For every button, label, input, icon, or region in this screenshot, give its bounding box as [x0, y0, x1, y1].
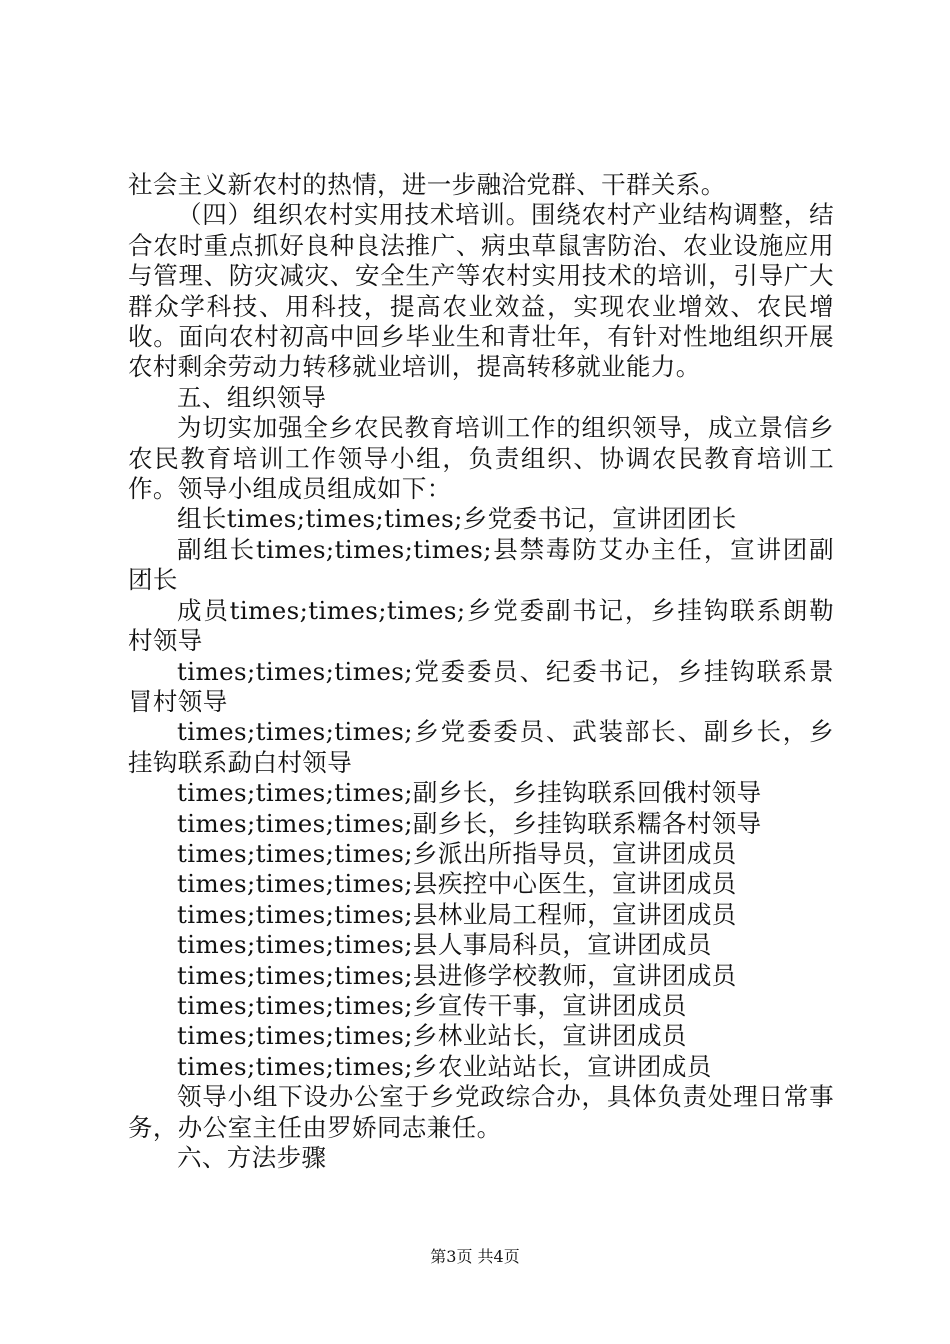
- member-line: times;times;times;县人事局科员，宣讲团成员: [177, 930, 712, 960]
- paragraph: 社会主义新农村的热情，进一步融洽党群、干群关系。: [128, 170, 726, 199]
- document-body: [128, 170, 834, 1173]
- member-line: times;times;times;县林业局工程师，宣讲团成员: [177, 899, 737, 929]
- section-heading: 六、方法步骤: [177, 1143, 327, 1172]
- member-line: times;times;times;县疾控中心医生，宣讲团成员: [177, 869, 737, 899]
- paragraph: 为切实加强全乡农民教育培训工作的组织领导，成立景信乡农民教育培训工作领导小组，负责组织、协调农民教育培训工作。领导小组成员组成如下：: [128, 413, 834, 504]
- member-line: 组长times;times;times;乡党委书记，宣讲团团长: [177, 504, 737, 534]
- member-line: times;times;times;党委委员、纪委书记，乡挂钩联系景冒村领导: [128, 656, 834, 716]
- member-line: 成员times;times;times;乡党委副书记，乡挂钩联系朗勒村领导: [128, 595, 834, 656]
- paragraph: （四）组织农村实用技术培训。围绕农村产业结构调整，结合农时重点抓好良种良法推广、病虫草鼠害防治、农业设施应用与管理、防灾减灾、安全生产等农村实用技术的培训，引导广大群众学科技、用科技，提高农业效益，实现农业增效、农民增收。面向农村初高中回乡毕业生和青壮年，有针对性地组织开展农村剩余劳动力转移就业培训，提高转移就业能力。: [128, 200, 834, 382]
- member-line: times;times;times;副乡长，乡挂钩联系回俄村领导: [177, 778, 762, 808]
- member-line: times;times;times;县进修学校教师，宣讲团成员: [177, 960, 737, 990]
- section-heading: 五、组织领导: [177, 382, 327, 412]
- paragraph: 领导小组下设办公室于乡党政综合办，具体负责处理日常事务，办公室主任由罗娇同志兼任。: [128, 1082, 834, 1142]
- member-line: times;times;times;乡林业站长，宣讲团成员: [177, 1021, 687, 1051]
- member-line: times;times;times;乡农业站站长，宣讲团成员: [177, 1051, 712, 1081]
- member-line: times;times;times;乡宣传干事，宣讲团成员: [177, 990, 687, 1020]
- member-line: 副组长times;times;times;县禁毒防艾办主任，宣讲团副团长: [128, 534, 834, 595]
- page-footer: 第3页 共4页: [430, 1247, 520, 1266]
- member-line: times;times;times;乡党委委员、武装部长、副乡长，乡挂钩联系勐白村领导: [128, 717, 834, 777]
- member-line: times;times;times;副乡长，乡挂钩联系糯各村领导: [177, 808, 762, 838]
- member-line: times;times;times;乡派出所指导员，宣讲团成员: [177, 838, 737, 868]
